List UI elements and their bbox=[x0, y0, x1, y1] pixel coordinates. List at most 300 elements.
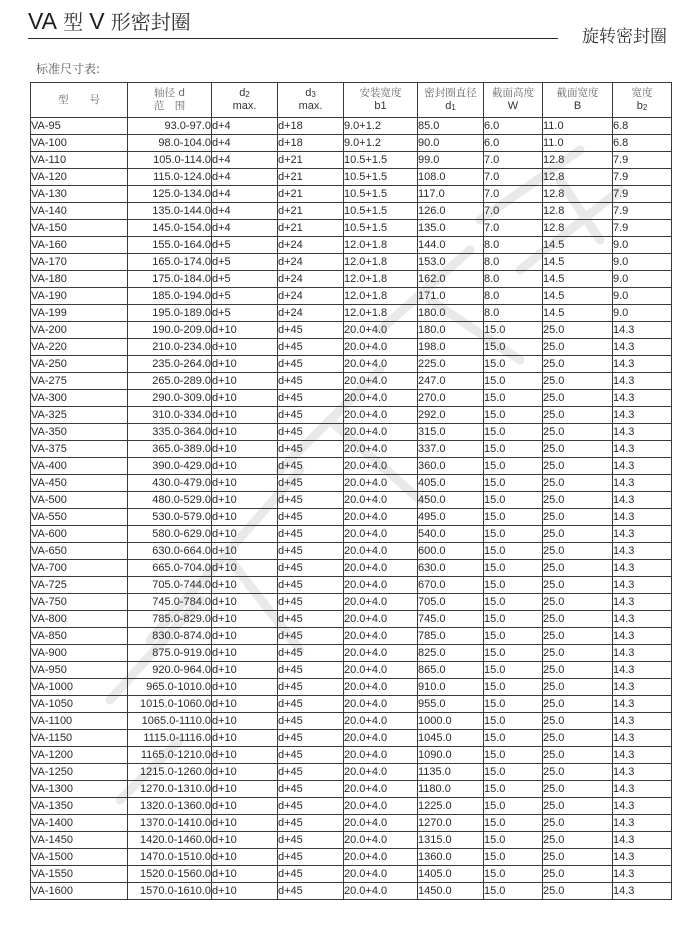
cell-b: 25.0 bbox=[543, 713, 613, 730]
cell-b1: 12.0+1.8 bbox=[344, 305, 418, 322]
cell-model: VA-110 bbox=[31, 152, 128, 169]
col-header-model: 型 号 bbox=[31, 83, 128, 118]
cell-d2: d+10 bbox=[212, 339, 278, 356]
cell-b: 25.0 bbox=[543, 441, 613, 458]
cell-d1: 865.0 bbox=[418, 662, 484, 679]
table-row bbox=[31, 611, 672, 628]
table-caption: 标准尺寸表: bbox=[36, 62, 101, 76]
table-row bbox=[31, 679, 672, 696]
title-underline bbox=[28, 38, 558, 39]
title-v: V bbox=[89, 8, 105, 34]
cell-d1: 910.0 bbox=[418, 679, 484, 696]
cell-d3: d+45 bbox=[278, 560, 344, 577]
cell-shaft-range: 335.0-364.0 bbox=[128, 424, 212, 441]
cell-w: 8.0 bbox=[484, 254, 543, 271]
cell-d2: d+10 bbox=[212, 373, 278, 390]
cell-model: VA-350 bbox=[31, 424, 128, 441]
cell-b2: 14.3 bbox=[613, 815, 672, 832]
cell-d3: d+45 bbox=[278, 577, 344, 594]
cell-shaft-range: 185.0-194.0 bbox=[128, 288, 212, 305]
cell-d1: 108.0 bbox=[418, 169, 484, 186]
cell-w: 15.0 bbox=[484, 781, 543, 798]
cell-d3: d+24 bbox=[278, 271, 344, 288]
cell-d3: d+45 bbox=[278, 713, 344, 730]
cell-b1: 10.5+1.5 bbox=[344, 186, 418, 203]
cell-d2: d+10 bbox=[212, 781, 278, 798]
cell-b2: 14.3 bbox=[613, 747, 672, 764]
cell-model: VA-1100 bbox=[31, 713, 128, 730]
cell-shaft-range: 310.0-334.0 bbox=[128, 407, 212, 424]
cell-b2: 14.3 bbox=[613, 407, 672, 424]
cell-d1: 198.0 bbox=[418, 339, 484, 356]
cell-d2: d+4 bbox=[212, 203, 278, 220]
cell-shaft-range: 1320.0-1360.0 bbox=[128, 798, 212, 815]
cell-shaft-range: 195.0-189.0 bbox=[128, 305, 212, 322]
cell-b2: 14.3 bbox=[613, 764, 672, 781]
table-row bbox=[31, 305, 672, 322]
table-row bbox=[31, 577, 672, 594]
cell-shaft-range: 830.0-874.0 bbox=[128, 628, 212, 645]
cell-d2: d+10 bbox=[212, 798, 278, 815]
cell-model: VA-100 bbox=[31, 135, 128, 152]
cell-d2: d+5 bbox=[212, 288, 278, 305]
cell-w: 8.0 bbox=[484, 237, 543, 254]
cell-d3: d+18 bbox=[278, 135, 344, 152]
cell-b: 25.0 bbox=[543, 730, 613, 747]
cell-d1: 144.0 bbox=[418, 237, 484, 254]
cell-d3: d+45 bbox=[278, 356, 344, 373]
cell-shaft-range: 1520.0-1560.0 bbox=[128, 866, 212, 883]
cell-b: 25.0 bbox=[543, 526, 613, 543]
cell-shaft-range: 875.0-919.0 bbox=[128, 645, 212, 662]
cell-d2: d+10 bbox=[212, 747, 278, 764]
cell-d2: d+10 bbox=[212, 577, 278, 594]
cell-b1: 10.5+1.5 bbox=[344, 203, 418, 220]
cell-shaft-range: 290.0-309.0 bbox=[128, 390, 212, 407]
title-prefix: VA bbox=[28, 8, 57, 34]
cell-b1: 20.0+4.0 bbox=[344, 492, 418, 509]
cell-b2: 7.9 bbox=[613, 203, 672, 220]
cell-shaft-range: 1370.0-1410.0 bbox=[128, 815, 212, 832]
cell-b: 25.0 bbox=[543, 628, 613, 645]
cell-model: VA-1300 bbox=[31, 781, 128, 798]
cell-d1: 337.0 bbox=[418, 441, 484, 458]
cell-w: 7.0 bbox=[484, 152, 543, 169]
cell-shaft-range: 93.0-97.0 bbox=[128, 118, 212, 135]
cell-d2: d+10 bbox=[212, 543, 278, 560]
table-body bbox=[31, 118, 672, 900]
cell-b: 25.0 bbox=[543, 543, 613, 560]
cell-w: 15.0 bbox=[484, 526, 543, 543]
cell-d2: d+10 bbox=[212, 883, 278, 900]
cell-b1: 20.0+4.0 bbox=[344, 322, 418, 339]
cell-w: 6.0 bbox=[484, 135, 543, 152]
cell-model: VA-450 bbox=[31, 475, 128, 492]
cell-d1: 247.0 bbox=[418, 373, 484, 390]
cell-d1: 90.0 bbox=[418, 135, 484, 152]
cell-b: 25.0 bbox=[543, 560, 613, 577]
cell-d3: d+45 bbox=[278, 373, 344, 390]
spec-table bbox=[30, 82, 672, 900]
cell-model: VA-275 bbox=[31, 373, 128, 390]
cell-shaft-range: 365.0-389.0 bbox=[128, 441, 212, 458]
cell-b2: 14.3 bbox=[613, 339, 672, 356]
cell-d1: 180.0 bbox=[418, 322, 484, 339]
table-row bbox=[31, 356, 672, 373]
cell-shaft-range: 390.0-429.0 bbox=[128, 458, 212, 475]
cell-b: 25.0 bbox=[543, 747, 613, 764]
cell-d2: d+10 bbox=[212, 611, 278, 628]
table-row bbox=[31, 560, 672, 577]
cell-d3: d+45 bbox=[278, 441, 344, 458]
table-row bbox=[31, 237, 672, 254]
cell-model: VA-500 bbox=[31, 492, 128, 509]
cell-w: 15.0 bbox=[484, 373, 543, 390]
cell-d3: d+45 bbox=[278, 866, 344, 883]
cell-shaft-range: 430.0-479.0 bbox=[128, 475, 212, 492]
cell-model: VA-200 bbox=[31, 322, 128, 339]
cell-b1: 20.0+4.0 bbox=[344, 390, 418, 407]
cell-model: VA-1550 bbox=[31, 866, 128, 883]
col-header-b: 截面宽度 B bbox=[543, 83, 613, 118]
cell-shaft-range: 98.0-104.0 bbox=[128, 135, 212, 152]
cell-model: VA-1600 bbox=[31, 883, 128, 900]
cell-b: 12.8 bbox=[543, 152, 613, 169]
cell-b2: 14.3 bbox=[613, 509, 672, 526]
cell-shaft-range: 155.0-164.0 bbox=[128, 237, 212, 254]
cell-model: VA-1450 bbox=[31, 832, 128, 849]
cell-b: 25.0 bbox=[543, 815, 613, 832]
cell-d2: d+10 bbox=[212, 730, 278, 747]
cell-b2: 14.3 bbox=[613, 458, 672, 475]
cell-d3: d+24 bbox=[278, 288, 344, 305]
cell-d2: d+10 bbox=[212, 458, 278, 475]
cell-w: 15.0 bbox=[484, 832, 543, 849]
cell-b2: 14.3 bbox=[613, 560, 672, 577]
cell-b: 25.0 bbox=[543, 458, 613, 475]
cell-b2: 14.3 bbox=[613, 441, 672, 458]
cell-b: 25.0 bbox=[543, 883, 613, 900]
cell-b2: 14.3 bbox=[613, 866, 672, 883]
cell-b2: 9.0 bbox=[613, 237, 672, 254]
cell-b: 14.5 bbox=[543, 305, 613, 322]
cell-d2: d+10 bbox=[212, 441, 278, 458]
cell-d2: d+10 bbox=[212, 832, 278, 849]
cell-d2: d+10 bbox=[212, 713, 278, 730]
cell-b1: 20.0+4.0 bbox=[344, 781, 418, 798]
cell-b2: 6.8 bbox=[613, 118, 672, 135]
cell-d3: d+45 bbox=[278, 611, 344, 628]
cell-d3: d+45 bbox=[278, 798, 344, 815]
cell-b1: 20.0+4.0 bbox=[344, 815, 418, 832]
table-row bbox=[31, 339, 672, 356]
cell-b2: 14.3 bbox=[613, 492, 672, 509]
table-row bbox=[31, 152, 672, 169]
cell-w: 7.0 bbox=[484, 186, 543, 203]
cell-d1: 1405.0 bbox=[418, 866, 484, 883]
table-row bbox=[31, 628, 672, 645]
cell-b2: 7.9 bbox=[613, 152, 672, 169]
cell-d2: d+5 bbox=[212, 305, 278, 322]
cell-b2: 14.3 bbox=[613, 543, 672, 560]
cell-d3: d+45 bbox=[278, 696, 344, 713]
cell-model: VA-1250 bbox=[31, 764, 128, 781]
cell-d3: d+45 bbox=[278, 390, 344, 407]
cell-d2: d+10 bbox=[212, 356, 278, 373]
cell-b2: 9.0 bbox=[613, 305, 672, 322]
cell-d1: 495.0 bbox=[418, 509, 484, 526]
cell-d3: d+45 bbox=[278, 424, 344, 441]
cell-b1: 20.0+4.0 bbox=[344, 849, 418, 866]
cell-b: 25.0 bbox=[543, 577, 613, 594]
cell-shaft-range: 785.0-829.0 bbox=[128, 611, 212, 628]
cell-b1: 20.0+4.0 bbox=[344, 475, 418, 492]
cell-b1: 10.5+1.5 bbox=[344, 152, 418, 169]
cell-d3: d+24 bbox=[278, 237, 344, 254]
cell-b: 14.5 bbox=[543, 271, 613, 288]
cell-b1: 20.0+4.0 bbox=[344, 764, 418, 781]
cell-d1: 85.0 bbox=[418, 118, 484, 135]
table-row bbox=[31, 662, 672, 679]
cell-d1: 360.0 bbox=[418, 458, 484, 475]
cell-d1: 270.0 bbox=[418, 390, 484, 407]
cell-b: 12.8 bbox=[543, 186, 613, 203]
cell-model: VA-1150 bbox=[31, 730, 128, 747]
cell-b2: 14.3 bbox=[613, 356, 672, 373]
cell-d3: d+45 bbox=[278, 492, 344, 509]
cell-shaft-range: 630.0-664.0 bbox=[128, 543, 212, 560]
cell-d3: d+45 bbox=[278, 407, 344, 424]
cell-b2: 14.3 bbox=[613, 577, 672, 594]
col-header-d3: $d_3$ max. bbox=[278, 83, 344, 118]
cell-model: VA-650 bbox=[31, 543, 128, 560]
table-row bbox=[31, 815, 672, 832]
cell-shaft-range: 190.0-209.0 bbox=[128, 322, 212, 339]
col-header-w: 截面高度 W bbox=[484, 83, 543, 118]
cell-shaft-range: 265.0-289.0 bbox=[128, 373, 212, 390]
cell-d1: 180.0 bbox=[418, 305, 484, 322]
cell-b1: 12.0+1.8 bbox=[344, 254, 418, 271]
cell-d3: d+45 bbox=[278, 730, 344, 747]
cell-d3: d+45 bbox=[278, 628, 344, 645]
cell-d1: 117.0 bbox=[418, 186, 484, 203]
cell-model: VA-850 bbox=[31, 628, 128, 645]
cell-w: 15.0 bbox=[484, 492, 543, 509]
cell-d1: 1180.0 bbox=[418, 781, 484, 798]
cell-d2: d+10 bbox=[212, 815, 278, 832]
cell-b2: 14.3 bbox=[613, 781, 672, 798]
cell-b: 12.8 bbox=[543, 203, 613, 220]
col-header-d1: 密封圈直径 $d_1$ bbox=[418, 83, 484, 118]
cell-b2: 14.3 bbox=[613, 849, 672, 866]
cell-model: VA-160 bbox=[31, 237, 128, 254]
cell-d2: d+10 bbox=[212, 424, 278, 441]
table-row bbox=[31, 866, 672, 883]
col-header-shaft-range: 轴径 d 范 围 bbox=[128, 83, 212, 118]
cell-w: 15.0 bbox=[484, 475, 543, 492]
cell-d1: 1270.0 bbox=[418, 815, 484, 832]
cell-b2: 7.9 bbox=[613, 220, 672, 237]
cell-b: 25.0 bbox=[543, 866, 613, 883]
cell-shaft-range: 1470.0-1510.0 bbox=[128, 849, 212, 866]
cell-b2: 14.3 bbox=[613, 883, 672, 900]
cell-shaft-range: 145.0-154.0 bbox=[128, 220, 212, 237]
cell-d3: d+45 bbox=[278, 526, 344, 543]
cell-w: 15.0 bbox=[484, 322, 543, 339]
cell-d1: 405.0 bbox=[418, 475, 484, 492]
cell-d3: d+45 bbox=[278, 747, 344, 764]
cell-b2: 14.3 bbox=[613, 424, 672, 441]
title-suffix: 形密封圈 bbox=[110, 10, 191, 34]
cell-b1: 20.0+4.0 bbox=[344, 509, 418, 526]
col-header-b2: 宽度 $b_2$ bbox=[613, 83, 672, 118]
cell-b1: 20.0+4.0 bbox=[344, 543, 418, 560]
table-row bbox=[31, 849, 672, 866]
cell-b2: 14.3 bbox=[613, 628, 672, 645]
cell-d3: d+24 bbox=[278, 305, 344, 322]
cell-d1: 1360.0 bbox=[418, 849, 484, 866]
cell-b: 11.0 bbox=[543, 118, 613, 135]
cell-d1: 162.0 bbox=[418, 271, 484, 288]
cell-b2: 7.9 bbox=[613, 169, 672, 186]
cell-w: 15.0 bbox=[484, 849, 543, 866]
cell-shaft-range: 1270.0-1310.0 bbox=[128, 781, 212, 798]
cell-model: VA-140 bbox=[31, 203, 128, 220]
cell-b1: 20.0+4.0 bbox=[344, 560, 418, 577]
table-row bbox=[31, 169, 672, 186]
cell-d1: 99.0 bbox=[418, 152, 484, 169]
cell-shaft-range: 175.0-184.0 bbox=[128, 271, 212, 288]
cell-shaft-range: 105.0-114.0 bbox=[128, 152, 212, 169]
cell-d1: 1315.0 bbox=[418, 832, 484, 849]
cell-b: 12.8 bbox=[543, 220, 613, 237]
cell-d2: d+4 bbox=[212, 220, 278, 237]
cell-w: 7.0 bbox=[484, 220, 543, 237]
cell-b: 11.0 bbox=[543, 135, 613, 152]
cell-d2: d+10 bbox=[212, 866, 278, 883]
cell-d1: 705.0 bbox=[418, 594, 484, 611]
cell-d3: d+18 bbox=[278, 118, 344, 135]
cell-d1: 126.0 bbox=[418, 203, 484, 220]
cell-b: 14.5 bbox=[543, 254, 613, 271]
table-row bbox=[31, 118, 672, 135]
cell-b1: 20.0+4.0 bbox=[344, 356, 418, 373]
cell-model: VA-130 bbox=[31, 186, 128, 203]
cell-b1: 20.0+4.0 bbox=[344, 866, 418, 883]
cell-shaft-range: 580.0-629.0 bbox=[128, 526, 212, 543]
cell-b2: 14.3 bbox=[613, 730, 672, 747]
cell-b: 25.0 bbox=[543, 356, 613, 373]
cell-b1: 20.0+4.0 bbox=[344, 679, 418, 696]
cell-d2: d+10 bbox=[212, 526, 278, 543]
cell-d1: 600.0 bbox=[418, 543, 484, 560]
cell-d3: d+45 bbox=[278, 509, 344, 526]
cell-d2: d+10 bbox=[212, 322, 278, 339]
cell-d1: 1045.0 bbox=[418, 730, 484, 747]
cell-d3: d+21 bbox=[278, 186, 344, 203]
cell-d3: d+45 bbox=[278, 815, 344, 832]
cell-b: 14.5 bbox=[543, 237, 613, 254]
cell-b1: 20.0+4.0 bbox=[344, 883, 418, 900]
cell-model: VA-1400 bbox=[31, 815, 128, 832]
page-title bbox=[28, 6, 191, 35]
cell-model: VA-900 bbox=[31, 645, 128, 662]
cell-b2: 14.3 bbox=[613, 798, 672, 815]
cell-b2: 14.3 bbox=[613, 662, 672, 679]
table-row bbox=[31, 730, 672, 747]
cell-d3: d+45 bbox=[278, 458, 344, 475]
cell-d1: 955.0 bbox=[418, 696, 484, 713]
cell-d1: 825.0 bbox=[418, 645, 484, 662]
cell-d3: d+45 bbox=[278, 849, 344, 866]
section-label: 旋转密封圈 bbox=[582, 27, 667, 47]
cell-b1: 20.0+4.0 bbox=[344, 407, 418, 424]
cell-b: 25.0 bbox=[543, 696, 613, 713]
cell-b2: 9.0 bbox=[613, 271, 672, 288]
cell-d1: 225.0 bbox=[418, 356, 484, 373]
cell-d3: d+45 bbox=[278, 543, 344, 560]
cell-w: 15.0 bbox=[484, 577, 543, 594]
cell-model: VA-180 bbox=[31, 271, 128, 288]
cell-model: VA-190 bbox=[31, 288, 128, 305]
cell-b1: 20.0+4.0 bbox=[344, 339, 418, 356]
cell-b1: 20.0+4.0 bbox=[344, 730, 418, 747]
table-row bbox=[31, 373, 672, 390]
cell-d1: 1090.0 bbox=[418, 747, 484, 764]
cell-shaft-range: 1570.0-1610.0 bbox=[128, 883, 212, 900]
table-row bbox=[31, 509, 672, 526]
cell-d1: 450.0 bbox=[418, 492, 484, 509]
cell-d1: 1135.0 bbox=[418, 764, 484, 781]
cell-w: 15.0 bbox=[484, 424, 543, 441]
table-row bbox=[31, 407, 672, 424]
cell-model: VA-1200 bbox=[31, 747, 128, 764]
cell-shaft-range: 1115.0-1116.0 bbox=[128, 730, 212, 747]
cell-d3: d+45 bbox=[278, 679, 344, 696]
cell-model: VA-400 bbox=[31, 458, 128, 475]
cell-b: 12.8 bbox=[543, 169, 613, 186]
table-row bbox=[31, 271, 672, 288]
table-row bbox=[31, 390, 672, 407]
cell-model: VA-725 bbox=[31, 577, 128, 594]
cell-d2: d+4 bbox=[212, 169, 278, 186]
cell-w: 15.0 bbox=[484, 645, 543, 662]
cell-model: VA-300 bbox=[31, 390, 128, 407]
cell-b1: 20.0+4.0 bbox=[344, 645, 418, 662]
cell-model: VA-95 bbox=[31, 118, 128, 135]
cell-b1: 20.0+4.0 bbox=[344, 832, 418, 849]
cell-d2: d+4 bbox=[212, 118, 278, 135]
cell-shaft-range: 210.0-234.0 bbox=[128, 339, 212, 356]
cell-shaft-range: 705.0-744.0 bbox=[128, 577, 212, 594]
table-row bbox=[31, 475, 672, 492]
cell-b1: 12.0+1.8 bbox=[344, 237, 418, 254]
cell-d3: d+45 bbox=[278, 594, 344, 611]
table-row bbox=[31, 186, 672, 203]
cell-shaft-range: 1165.0-1210.0 bbox=[128, 747, 212, 764]
cell-d3: d+45 bbox=[278, 662, 344, 679]
cell-d2: d+10 bbox=[212, 628, 278, 645]
cell-b1: 9.0+1.2 bbox=[344, 135, 418, 152]
cell-d3: d+45 bbox=[278, 832, 344, 849]
cell-model: VA-750 bbox=[31, 594, 128, 611]
cell-b2: 14.3 bbox=[613, 611, 672, 628]
cell-model: VA-220 bbox=[31, 339, 128, 356]
cell-model: VA-1000 bbox=[31, 679, 128, 696]
cell-b1: 20.0+4.0 bbox=[344, 441, 418, 458]
cell-shaft-range: 745.0-784.0 bbox=[128, 594, 212, 611]
cell-model: VA-150 bbox=[31, 220, 128, 237]
